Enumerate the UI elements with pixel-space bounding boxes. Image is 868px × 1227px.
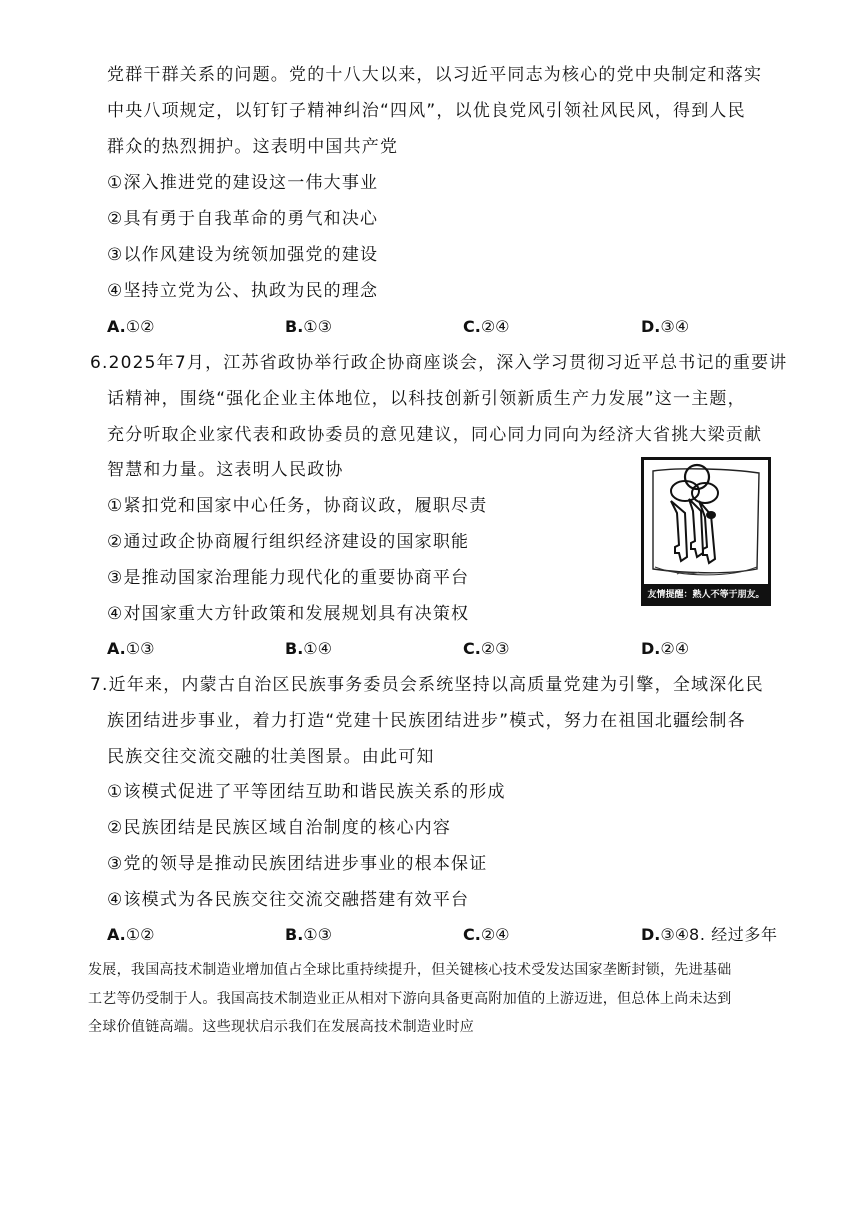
q5-option-d[interactable]: D.③④ — [641, 317, 690, 336]
q7-option-a[interactable]: A.①② — [107, 925, 155, 944]
q6-option-d[interactable]: D.②④ — [641, 639, 690, 658]
q5-option-a[interactable]: A.①② — [107, 317, 155, 336]
q6-option-c[interactable]: C.②③ — [463, 639, 510, 658]
q5-stem-line-2: 中央八项规定，以钉钉子精神纠治“四风”，以优良党风引领社风民风，得到人民 — [107, 101, 746, 121]
q7-statement-1: ①该模式促进了平等团结互助和谐民族关系的形成 — [107, 782, 506, 802]
q5-stem-line-3: 群众的热烈拥护。这表明中国共产党 — [107, 137, 399, 157]
q7-stem-line-1: 7.近年来，内蒙古自治区民族事务委员会系统坚持以高质量党建为引擎，全域深化民 — [90, 675, 764, 695]
q5-statement-2: ②具有勇于自我革命的勇气和决心 — [107, 209, 379, 229]
keys-cartoon — [641, 457, 771, 606]
q6-stem-line-3: 充分听取企业家代表和政协委员的意见建议，同心同力同向为经济大省挑大梁贡献 — [107, 425, 763, 445]
q7-option-b[interactable]: B.①③ — [285, 925, 332, 944]
q7-option-d[interactable]: D.③④8. 经过多年 — [641, 925, 778, 944]
q5-stem-line-1: 党群干群关系的问题。党的十八大以来，以习近平同志为核心的党中央制定和落实 — [107, 65, 763, 85]
q8-stem-line-1: 发展，我国高技术制造业增加值占全球比重持续提升，但关键核心技术受发达国家垄断封锁，先进基础 — [88, 962, 732, 978]
q7-stem-line-3: 民族交往交流交融的壮美图景。由此可知 — [107, 747, 435, 767]
q6-stem-line-1: 6.2025年7月，江苏省政协举行政企协商座谈会，深入学习贯彻习近平总书记的重要讲 — [90, 353, 788, 373]
q8-stem-start: 8. 经过多年 — [689, 925, 778, 944]
q6-statement-4: ④对国家重大方针政策和发展规划具有决策权 — [107, 604, 470, 624]
q5-option-c[interactable]: C.②④ — [463, 317, 510, 336]
q5-statement-3: ③以作风建设为统领加强党的建设 — [107, 245, 379, 265]
q6-options — [107, 637, 787, 661]
q7-statement-3: ③党的领导是推动民族团结进步事业的根本保证 — [107, 854, 488, 874]
q7-options — [107, 923, 787, 947]
keys-drawing-icon — [641, 457, 771, 606]
q6-stem-line-4: 智慧和力量。这表明人民政协 — [107, 460, 344, 480]
q6-statement-2: ②通过政企协商履行组织经济建设的国家职能 — [107, 532, 470, 552]
q7-stem-line-2: 族团结进步事业，着力打造“党建十民族团结进步”模式，努力在祖国北疆绘制各 — [107, 711, 746, 731]
q6-stem-line-2: 话精神，围绕“强化企业主体地位，以科技创新引领新质生产力发展”这一主题， — [107, 389, 746, 409]
cartoon-caption: 友情提醒：熟人不等于朋友。 — [647, 590, 765, 600]
q7-statement-4: ④该模式为各民族交往交流交融搭建有效平台 — [107, 890, 470, 910]
q8-stem-line-3: 全球价值链高端。这些现状启示我们在发展高技术制造业时应 — [88, 1019, 475, 1035]
q5-statement-1: ①深入推进党的建设这一伟大事业 — [107, 173, 379, 193]
q6-option-a[interactable]: A.①③ — [107, 639, 155, 658]
q5-options — [107, 315, 787, 339]
q8-stem-line-2: 工艺等仍受制于人。我国高技术制造业正从相对下游向具备更高附加值的上游迈进，但总体上尚未达到 — [88, 991, 732, 1007]
q5-option-b[interactable]: B.①③ — [285, 317, 332, 336]
q7-statement-2: ②民族团结是民族区域自治制度的核心内容 — [107, 818, 452, 838]
q6-option-b[interactable]: B.①④ — [285, 639, 332, 658]
q6-statement-3: ③是推动国家治理能力现代化的重要协商平台 — [107, 568, 470, 588]
q7-option-c[interactable]: C.②④ — [463, 925, 510, 944]
q5-statement-4: ④坚持立党为公、执政为民的理念 — [107, 281, 379, 301]
q6-statement-1: ①紧扣党和国家中心任务，协商议政，履职尽责 — [107, 496, 488, 516]
